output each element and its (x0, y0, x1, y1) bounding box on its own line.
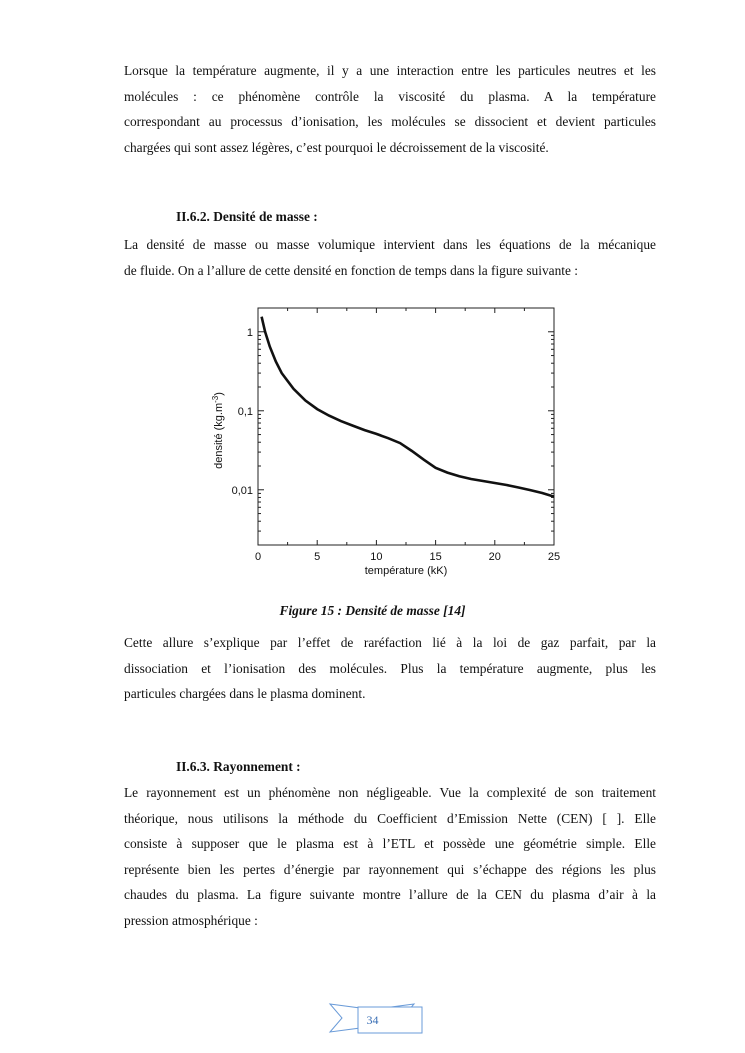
text-line: Lorsque la température augmente, il y a une interaction entre les particules neutres et les (124, 63, 656, 78)
text-line: particules chargées dans le plasma dominent. (124, 686, 366, 701)
y-label-close: ) (213, 392, 225, 396)
density-chart (200, 300, 570, 585)
y-tick-label: 0,01 (231, 484, 253, 497)
text-line: La densité de masse ou masse volumique intervient dans les équations de la mécanique (124, 237, 656, 252)
text-line: représente bien les pertes d’énergie par rayonnement qui s’échappe des régions les plus (124, 861, 656, 877)
text-line: correspondant au processus d’ionisation, les molécules se dissocient et devient particules (124, 114, 656, 129)
x-tick-label: 0 (254, 551, 262, 563)
paragraph-explanation (124, 630, 656, 707)
text-line: de fluide. On a l’allure de cette densité en fonction de temps dans la figure suivante : (124, 262, 579, 278)
text-line: chargées qui sont assez légères, c’est pourquoi le décroissement de la viscosité. (124, 139, 549, 155)
y-axis (232, 308, 554, 545)
plot-frame (258, 308, 554, 545)
x-tick-label: 15 (429, 551, 442, 563)
density-curve (262, 317, 554, 497)
text-line: Cette allure s’explique par l’effet de raréfaction lié à la loi de gaz parfait, par la (124, 635, 656, 650)
text-line: théorique, nous utilisons la méthode du Coefficient d’Emission Nette (CEN) [ ]. Elle (124, 810, 656, 826)
figure-caption: Figure 15 : Densité de masse [14] (279, 603, 466, 618)
x-axis (255, 308, 560, 563)
paragraph-viscosity (124, 58, 656, 160)
paragraph-radiation (124, 780, 656, 933)
y-label-superscript: -3 (211, 395, 220, 403)
y-axis-label (211, 392, 225, 469)
y-tick-label: 0,1 (237, 405, 253, 418)
x-axis-label: température (kK) (364, 565, 448, 577)
text-line: molécules : ce phénomène contrôle la viscosité du plasma. A la température (124, 88, 656, 104)
text-line: consiste à supposer que le plasma est à l’ETL et possède une géométrie simple. Elle (124, 836, 656, 851)
x-tick-label: 5 (314, 551, 321, 563)
text-line: Le rayonnement est un phénomène non négligeable. Vue la complexité de son traitement (124, 785, 656, 800)
text-line: chaudes du plasma. La figure suivante montre l’allure de la CEN du plasma d’air à la (124, 887, 656, 902)
section-heading-mass-density: II.6.2. Densité de masse : (176, 209, 318, 224)
x-tick-label: 10 (370, 551, 383, 563)
text-line: pression atmosphérique : (124, 912, 258, 928)
y-label-main: densité (kg.m (213, 402, 225, 469)
section-heading-radiation: II.6.3. Rayonnement : (176, 759, 301, 774)
page-number: 34 (366, 1013, 379, 1027)
x-tick-label: 20 (488, 551, 501, 563)
y-tick-label: 1 (246, 326, 253, 339)
x-tick-label: 25 (547, 551, 561, 563)
paragraph-mass-density-intro (124, 232, 656, 283)
text-line: dissociation et l’ionisation des molécules. Plus la température augmente, plus les (124, 660, 656, 676)
